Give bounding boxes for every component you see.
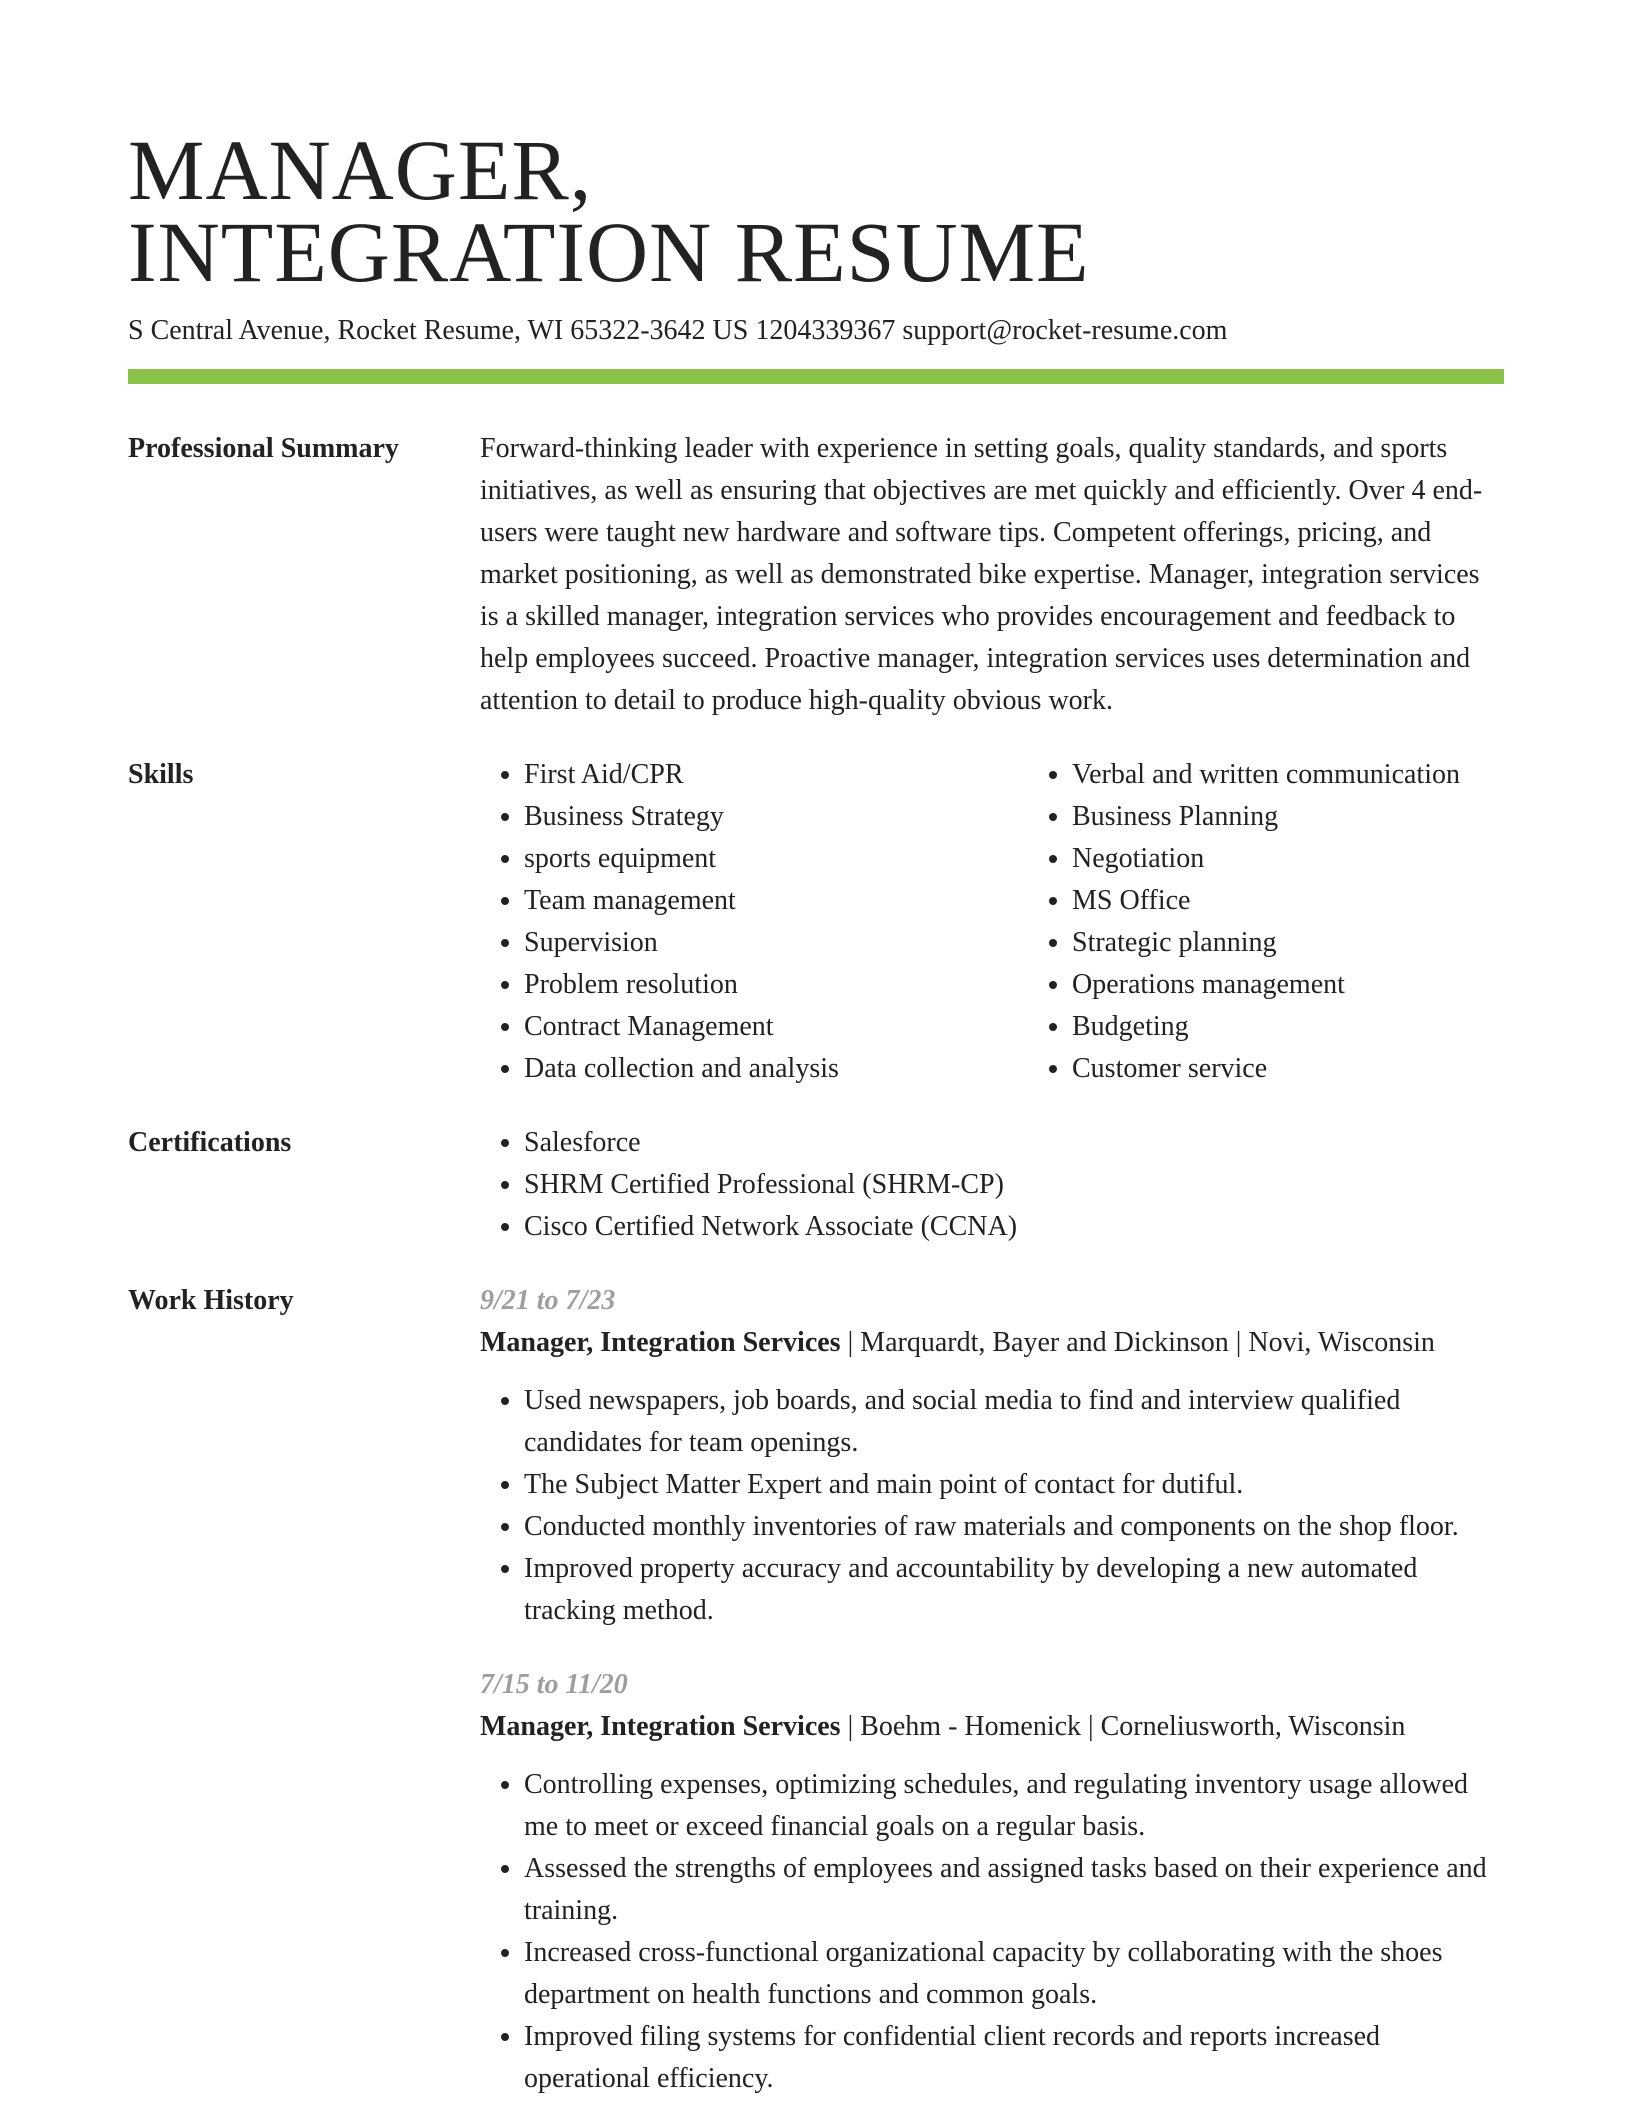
certification-item: • SHRM Certified Professional (SHRM-CP) xyxy=(524,1164,1504,1206)
job-bullet: • Increased cross-functional organizational capacity by collaborating with the shoes department on health functions and common goals. xyxy=(524,1932,1504,2016)
work-history-label: Work History xyxy=(128,1285,294,1316)
skill-item: • Negotiation xyxy=(1072,838,1576,880)
skills-label: Skills xyxy=(128,759,194,790)
skill-item: • Customer service xyxy=(1072,1048,1576,1090)
resume-page xyxy=(128,0,1504,2100)
summary-label: Professional Summary xyxy=(128,433,399,464)
skill-item: • Data collection and analysis xyxy=(524,1048,1028,1090)
job-dates: 9/21 to 7/23 xyxy=(480,1285,616,1316)
summary-text: Forward-thinking leader with experience in setting goals, quality standards, and sports initiatives, as well as ensuring that objectives are met quickly and efficiently. Over 4 end-users were taught new hardware and software tips. Competent offerings, pricing, and market positioning, as well as demonstrated bike expertise. Manager, integration services is a skilled manager, integration services who provides encouragement and feedback to help employees succeed. Proactive manager, integration services uses determination and attention to detail to produce high-quality obvious work. xyxy=(480,433,1483,716)
skills-list-right xyxy=(1028,754,1576,1090)
certification-item: • Salesforce xyxy=(524,1122,1504,1164)
skill-item: • Problem resolution xyxy=(524,964,1028,1006)
certifications-section xyxy=(128,1122,1504,1248)
skill-item: • Team management xyxy=(524,880,1028,922)
skill-item: • First Aid/CPR xyxy=(524,754,1028,796)
skill-item: • Business Strategy xyxy=(524,796,1028,838)
skill-item: • Business Planning xyxy=(1072,796,1576,838)
skill-item: • Strategic planning xyxy=(1072,922,1576,964)
job-bullet: • Controlling expenses, optimizing schedules, and regulating inventory usage allowed me to meet or exceed financial goals on a regular basis. xyxy=(524,1764,1504,1848)
skills-section xyxy=(128,754,1504,1090)
certifications-body xyxy=(480,1122,1504,1248)
skills-list-left xyxy=(480,754,1028,1090)
job-bullets xyxy=(480,1380,1504,1632)
job-title: Manager, Integration Services xyxy=(480,1711,841,1742)
skill-item: • Supervision xyxy=(524,922,1028,964)
skills-columns xyxy=(480,754,1576,1090)
contact-line: S Central Avenue, Rocket Resume, WI 65322-3642 US 1204339367 support@rocket-resume.com xyxy=(128,315,1228,346)
job-bullets xyxy=(480,1764,1504,2100)
job-heading xyxy=(480,1322,1504,1364)
accent-divider xyxy=(128,369,1504,384)
job-title: Manager, Integration Services xyxy=(480,1327,841,1358)
job-bullet: • The Subject Matter Expert and main point of contact for dutiful. xyxy=(524,1464,1504,1506)
job-heading xyxy=(480,1706,1504,1748)
skill-item: • Budgeting xyxy=(1072,1006,1576,1048)
skills-body xyxy=(480,754,1576,1090)
job-bullet: • Assessed the strengths of employees and assigned tasks based on their experience and training. xyxy=(524,1848,1504,1932)
certifications-list xyxy=(480,1122,1504,1248)
certification-item: • Cisco Certified Network Associate (CCNA) xyxy=(524,1206,1504,1248)
job-dates: 7/15 to 11/20 xyxy=(480,1669,628,1700)
resume-title xyxy=(128,0,1504,300)
job-entry xyxy=(480,1664,1504,2100)
work-history-section xyxy=(128,1280,1504,2100)
skill-item: • Operations management xyxy=(1072,964,1576,1006)
job-bullet: • Improved filing systems for confidential client records and reports increased operational efficiency. xyxy=(524,2016,1504,2100)
job-entry xyxy=(480,1280,1504,1632)
title-line-2: INTEGRATION RESUME xyxy=(128,204,1090,300)
job-details: | Marquardt, Bayer and Dickinson | Novi, Wisconsin xyxy=(840,1327,1435,1358)
certifications-label: Certifications xyxy=(128,1127,292,1158)
skill-item: • MS Office xyxy=(1072,880,1576,922)
title-line-1: MANAGER, xyxy=(128,122,593,218)
job-bullet: • Conducted monthly inventories of raw materials and components on the shop floor. xyxy=(524,1506,1504,1548)
work-history-body xyxy=(480,1280,1504,2100)
job-bullet: • Used newspapers, job boards, and social media to find and interview qualified candidates for team openings. xyxy=(524,1380,1504,1464)
job-details: | Boehm - Homenick | Corneliusworth, Wisconsin xyxy=(840,1711,1406,1742)
skill-item: • Verbal and written communication xyxy=(1072,754,1576,796)
skill-item: • Contract Management xyxy=(524,1006,1028,1048)
job-bullet: • Improved property accuracy and accountability by developing a new automated tracking method. xyxy=(524,1548,1504,1632)
summary-section xyxy=(128,428,1504,722)
skill-item: • sports equipment xyxy=(524,838,1028,880)
